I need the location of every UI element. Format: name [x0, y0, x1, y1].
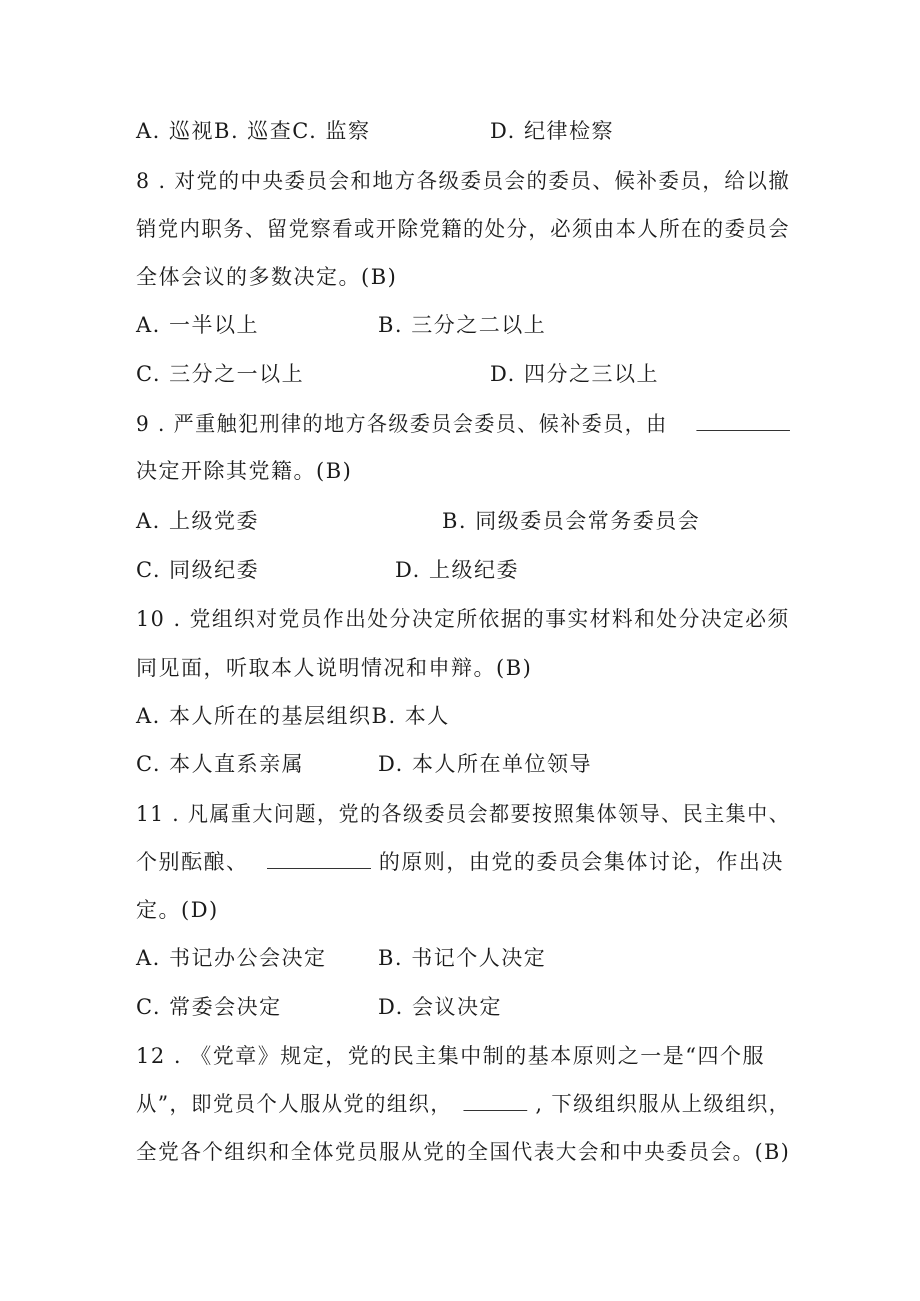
q10-text-line2: 同见面，听取本人说明情况和申辩。(B): [136, 656, 533, 680]
q10-text-line1: 10 . 党组织对党员作出处分决定所依据的事实材料和处分决定必须: [136, 607, 790, 631]
q11-text-line3: 定。(D): [136, 898, 219, 922]
q9-option-c: C. 同级纪委: [136, 558, 260, 582]
q8-option-c: C. 三分之一以上: [136, 362, 305, 386]
q7-option-abc: A. 巡视B. 巡查C. 监察: [136, 119, 371, 143]
q12-text-line1: 12 . 《党章》规定，党的民主集中制的基本原则之一是“四个服: [136, 1044, 765, 1068]
q12-answer-blank: [464, 1090, 528, 1111]
q11-option-c: C. 常委会决定: [136, 995, 282, 1019]
q8-text-line2: 销党内职务、留党察看或开除党籍的处分，必须由本人所在的委员会: [136, 217, 791, 241]
q9-option-b: B. 同级委员会常务委员会: [442, 509, 701, 533]
q9-option-d: D. 上级纪委: [395, 558, 519, 582]
q10-option-c: C. 本人直系亲属: [136, 752, 305, 776]
q9-text-line1-content: 9 . 严重触犯刑律的地方各级委员会委员、候补委员，由: [136, 412, 668, 436]
q11-text-line2-start: 个别酝酿、: [136, 850, 249, 874]
q11-text-line1: 11 . 凡属重大问题，党的各级委员会都要按照集体领导、民主集中、: [136, 802, 791, 826]
q12-text-line2-start: 从”，即党员个人服从党的组织，: [136, 1092, 453, 1116]
q8-option-d: D. 四分之三以上: [490, 362, 659, 386]
q11-option-d: D. 会议决定: [378, 995, 502, 1019]
q11-answer-blank: [267, 848, 371, 869]
q12-text-line2-end: , 下级组织服从上级组织，: [535, 1092, 791, 1116]
q11-option-b: B. 书记个人决定: [378, 946, 547, 970]
q9-answer-blank: [696, 410, 790, 431]
q12-text-line3: 全党各个组织和全体党员服从党的全国代表大会和中央委员会。(B): [136, 1140, 791, 1164]
q8-text-line1: 8 . 对党的中央委员会和地方各级委员会的委员、候补委员，给以撤: [136, 169, 791, 193]
q8-option-b: B. 三分之二以上: [378, 313, 547, 337]
q11-text-line2-end: 的原则，由党的委员会集体讨论，作出决: [378, 850, 784, 874]
q9-option-a: A. 上级党委: [136, 509, 260, 533]
q9-text-line1: [136, 410, 790, 438]
q10-option-d: D. 本人所在单位领导: [378, 752, 592, 776]
q12-text-line2: [136, 1090, 790, 1118]
q8-text-line3: 全体会议的多数决定。(B): [136, 265, 398, 289]
q7-option-d: D. 纪律检察: [490, 119, 614, 143]
q11-text-line2: [136, 848, 784, 876]
q11-option-a: A. 书记办公会决定: [136, 946, 327, 970]
q10-option-ab: A. 本人所在的基层组织B. 本人: [136, 704, 450, 728]
q8-option-a: A. 一半以上: [136, 313, 260, 337]
q9-text-line2: 决定开除其党籍。(B): [136, 459, 353, 483]
